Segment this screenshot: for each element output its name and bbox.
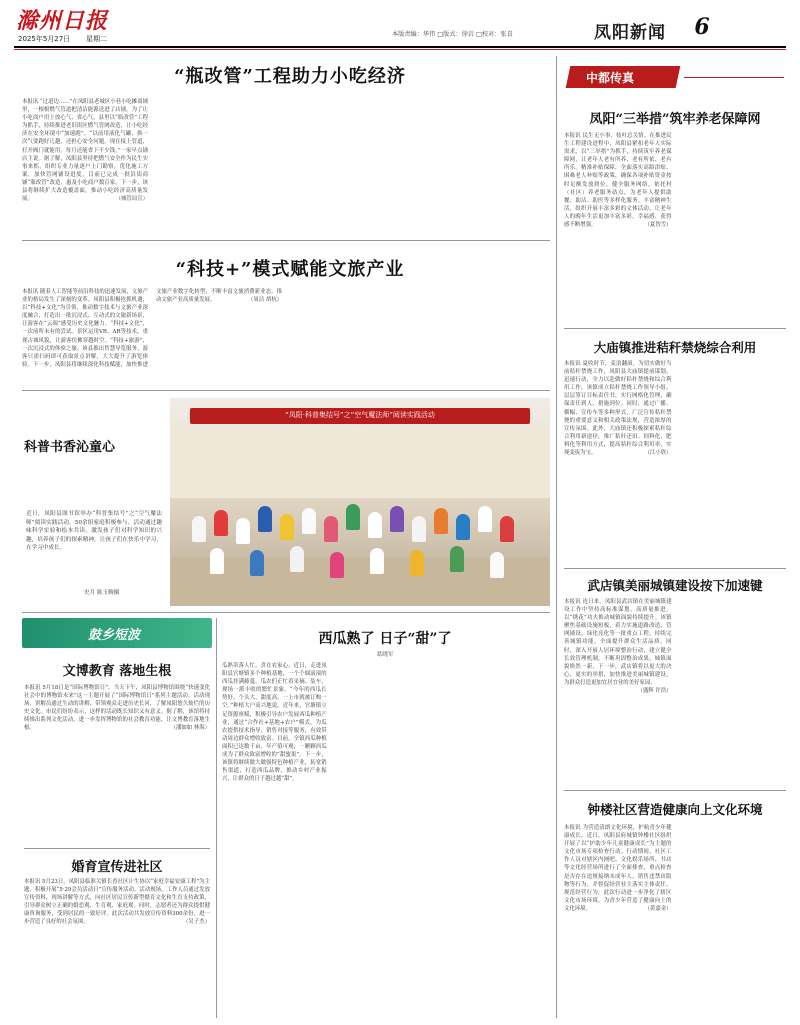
article-credit-sci: （周洁 胡杭） bbox=[247, 297, 282, 304]
zhongdu-label: 中都传真 bbox=[586, 71, 635, 85]
child-figure bbox=[410, 550, 424, 576]
article-text-care: 本报讯 民生无小事，枝叶总关情。在推进民生工程建设进程中，凤阳县紧扣老年人实际需求，以“三举措”为抓手，持续筑牢养老保障网，让老年人老有所养、老有所依、老有所乐。精准补贴保障，全面落实高龄津贴、困难老人补贴等政策，确保各项补贴资金按时足额发放到位。健全服务网络，依托村（社区）养老服务站点，为老年人提供助餐、助洁、助医等多样化服务。丰富精神生活，组织开展丰富多彩的文体活动，让老年人的晚年生活更加丰富多彩，幸福感、获得感不断增强。 bbox=[564, 133, 672, 229]
child-figure bbox=[390, 506, 404, 532]
article-title-civility: 文博教育 落地生根 bbox=[62, 664, 172, 679]
masthead-rule bbox=[14, 46, 786, 48]
article-credit-civility: （潘如如 林海） bbox=[170, 725, 210, 732]
article-text-straw: 本报讯 夏收时节，麦浪翻滚。为切实做好当前秸秆禁烧工作，凤阳县大庙镇提前谋划、迅速行动，全力以赴做好秸秆禁烧和综合利用工作。该镇成立秸秆禁烧工作领导小组，层层签订目标责任书，实行网格化管理，确保责任到人、措施到位。同时，通过广播、横幅、宣传车等多种形式，广泛宣传秸秆禁烧的重要意义和相关政策法规，营造浓厚的宣传氛围。此外，大庙镇还积极探索秸秆综合利用新途径，推广秸秆还田、饲料化、肥料化等利用方式，提高秸秆综合利用率，实现变废为宝。 bbox=[564, 361, 672, 457]
article-body-straw bbox=[564, 360, 786, 560]
child-figure bbox=[478, 506, 492, 532]
article-body-care bbox=[564, 132, 786, 320]
article-body-bell bbox=[564, 824, 786, 1016]
masthead-rule-thin bbox=[14, 49, 786, 50]
child-figure bbox=[450, 546, 464, 572]
article-text-melon: 瓜熟蒂落人忙，喜在农家心。近日，走进凤阳县官塘镇多个种植基地，一个个圆滚滚的西瓜挂满藤蔓，瓜农们正忙着采摘、装车，现场一派丰收的繁忙景象。“今年的西瓜长势好、个头大、甜度高，一上市就被订购一空。”种植大户高兴地说。近年来，官塘镇立足资源禀赋，积极引导农户发展西瓜种植产业，通过“合作社+基地+农户”模式，为瓜农提供技术指导、销售对接等服务，有效带动周边群众增收致富。目前，全镇西瓜种植面积已达数千亩，年产值可观，一颗颗西瓜成为了群众致富增收的“甜蜜果”。下一步，该镇将继续做大做强特色种植产业，拓宽销售渠道，打造西瓜品牌，推动乡村产业振兴，让群众的日子越过越“甜”。 bbox=[222, 663, 327, 783]
photo-caption-text: 近日，凤阳县图书馆举办“科普集结号”之“空气魔法师”阅读实践活动，50余组家庭积极参与。活动通过趣味科学实验和绘本共读，激发孩子们对科学知识的兴趣，培养孩子们的探索精神，让孩子们在快乐中学习，在学习中成长。 bbox=[26, 511, 162, 552]
divider bbox=[564, 328, 786, 329]
child-figure bbox=[236, 518, 250, 544]
article-text-wudian: 本报讯 连日来，凤阳县武店镇在美丽城镇建设工作中坚持高标准谋划、高质量推进，以“绣花”功夫推动城镇面貌持续提升。该镇聚焦基础设施短板，着力实施道路改造、管网铺设、绿化亮化等一批重点工程，持续完善城镇功能，全面提升群众生活品质。同时，深入开展人居环境整治行动，建立健全长效管理机制，不断巩固整治成果，城镇面貌焕然一新。下一步，武店镇将以更大的决心、更实的举措，加快推进美丽城镇建设，为群众打造更加宜居宜业的美好家园。 bbox=[564, 599, 672, 686]
issue-weekday: 星期二 bbox=[86, 35, 107, 43]
zhongdu-header bbox=[568, 64, 786, 90]
column-divider bbox=[216, 618, 217, 1018]
issue-date: 2025年5月27日 bbox=[18, 35, 71, 43]
article-text-bell: 本报讯 为营造清朗文化环境，护航青少年健康成长，近日，凤阳县府城镇钟楼社区组织开展了以“护助少年儿童健康成长”为主题的文化市场专项检查行动。行动期间，社区工作人员对辖区内网吧、文化娱乐场所、书店等文化经营场所进行了全面排查，重点检查是否存在违规接纳未成年人、销售违禁出版物等行为，并督促经营业主落实主体责任，规范经营行为。此次行动进一步净化了辖区文化市场环境，为青少年营造了健康向上的文化环境。 bbox=[564, 825, 672, 912]
article-title-marriage: 婚育宣传进社区 bbox=[71, 860, 163, 875]
article-body-civility bbox=[24, 684, 210, 834]
article-body-melon bbox=[222, 662, 550, 1016]
child-figure bbox=[490, 552, 504, 578]
article-author-melon: 葛晓军 bbox=[376, 652, 394, 658]
article-text-bottle: 本报讯 “过道边……”在凤阳县老城区小巷小吃摊商铺里，一根根燃气管道把清洁能源送进了店铺。为了让小吃商户用上放心气、省心气，县里以“瓶改管”工程为抓手，持续推进老旧街区燃气管网改造，让小吃经济在安全环境中“加速跑”。“以前用液化气罐，换一次气要跑好几趟，还担心安全问题。现在接上管道，打开阀门就能用，每月还能省下不少钱。”一家早点铺店主说。据了解，凤阳县坚持把燃气安全作为民生实事来抓，组织专业力量逐户上门勘察，优化施工方案，加快管网铺设进度，目前已完成一批沿街商铺“瓶改管”改造，惠及小吃商户数百家。下一步，该县将继续扩大改造覆盖面，推动小吃经济高质量发展。 bbox=[22, 99, 148, 203]
article-title-wudian: 武店镇美丽城镇建设按下加速键 bbox=[587, 578, 763, 593]
editors-line: 本版责编：华伟 □版式：徐岩 □校对：张喜 bbox=[392, 31, 513, 38]
article-title-bell: 钟楼社区营造健康向上文化环境 bbox=[587, 802, 763, 817]
masthead bbox=[0, 0, 800, 50]
child-figure bbox=[280, 514, 294, 540]
divider bbox=[22, 240, 550, 241]
child-figure bbox=[192, 516, 206, 542]
child-figure bbox=[324, 516, 338, 542]
child-figure bbox=[412, 516, 426, 542]
divider bbox=[22, 612, 550, 613]
photo-wall bbox=[170, 428, 550, 498]
photo-feature-caption bbox=[26, 510, 162, 600]
article-credit-care: （夏智雪） bbox=[644, 222, 672, 229]
photo-author: 史月 陈玉婉摄 bbox=[84, 590, 120, 596]
child-figure bbox=[290, 546, 304, 572]
news-brief-header bbox=[22, 618, 212, 648]
child-figure bbox=[330, 552, 344, 578]
page-number: 6 bbox=[694, 14, 710, 40]
child-figure bbox=[346, 504, 360, 530]
article-credit-straw: （江小欣） bbox=[644, 450, 672, 457]
reading-activity-photo bbox=[170, 398, 550, 606]
article-credit-bottle: （城管局宣） bbox=[115, 196, 148, 203]
paper-name: 滁州日报 bbox=[16, 8, 109, 34]
article-title-straw: 大庙镇推进秸秆禁烧综合利用 bbox=[593, 340, 757, 355]
divider bbox=[564, 790, 786, 791]
child-figure bbox=[368, 512, 382, 538]
article-text-civility: 本报讯 5月18日是“国际博物馆日”，当天下午，凤阳县博物馆围绕“快速变化社会中的博物馆未来”这一主题开展了“国际博物馆日”系列主题活动。活动现场，讲解员通过生动的讲解，带领观众走进历史长河，了解凤阳悠久灿烂的历史文化。市民们纷纷表示，这样的活动既长知识又有意义。据了解，该馆将持续推出系列文化活动，进一步发挥博物馆的社会教育功能，让文博教育落地生根。 bbox=[24, 685, 210, 732]
article-body-sci bbox=[22, 288, 550, 384]
article-credit-marriage: （吴子杰） bbox=[183, 919, 210, 926]
article-text-sci: 本报讯 随着人工智能等前沿科技的迅速发展，文旅产业的格局发生了深刻的变革。凤阳县积极抢抓机遇，以“科技+文化”为引领，推动数字技术与文旅产业深度融合，打造出一批沉浸式、互动式的文旅新场景，让游客在“云端”感受历史文化魅力。“科技+文化”，一次前所未有的尝试。景区运用VR、AR等技术，重现古城风貌，让游客仿佛穿越时空。“科技+旅游”，一次沉浸式的体验之旅。该县推出智慧导览服务，游客只需扫码即可获取景点讲解，大大提升了游览体验。下一步，凤阳县将继续深化科技赋能，加快推进文旅产业数字化转型，不断丰富文旅消费新业态，推动文旅产业高质量发展。 bbox=[22, 289, 282, 368]
article-body-marriage bbox=[24, 878, 210, 1016]
article-body-wudian bbox=[564, 598, 786, 782]
divider bbox=[564, 568, 786, 569]
child-figure bbox=[370, 548, 384, 574]
news-brief-label: 鼓乡短波 bbox=[88, 628, 141, 643]
article-title-care: 凤阳“三举措”筑牢养老保障网 bbox=[589, 112, 761, 127]
divider bbox=[22, 390, 550, 391]
photo-feature-title: 科普书香沁童心 bbox=[24, 440, 116, 455]
article-title-melon: 西瓜熟了 日子“甜”了 bbox=[318, 631, 452, 647]
article-credit-bell: （黄嘉金） bbox=[644, 905, 672, 912]
column-divider bbox=[556, 56, 557, 1018]
article-credit-wudian: （盛辉 许浩） bbox=[637, 688, 672, 695]
article-title-bottle: “瓶改管”工程助力小吃经济 bbox=[174, 66, 406, 87]
child-figure bbox=[302, 508, 316, 534]
article-title-sci: “科技+”模式赋能文旅产业 bbox=[175, 259, 405, 280]
child-figure bbox=[500, 516, 514, 542]
photo-banner: “凤阳·科普集结号”之“空气魔法师”阅读实践活动 bbox=[190, 408, 530, 424]
article-text-marriage: 本报讯 5月23日，凤阳县临淮关镇长香社区计生协以“家庭幸福安康工程”为主题，积极开展“5·29会员活动日”宣传服务活动。活动现场，工作人员通过发放宣传资料、现场讲解等方式，向社区居民宣传新型婚育文化和生育支持政策，引导群众树立正确的婚恋观、生育观、家庭观。同时，志愿者还为群众提供健康咨询服务，受到居民的一致好评。此次活动共发放宣传资料300余份，进一步营造了良好的社会氛围。 bbox=[24, 879, 210, 926]
child-figure bbox=[210, 548, 224, 574]
child-figure bbox=[258, 506, 272, 532]
child-figure bbox=[456, 514, 470, 540]
section-name: 凤阳新闻 bbox=[594, 23, 666, 43]
zhongdu-rule bbox=[684, 77, 784, 78]
child-figure bbox=[434, 508, 448, 534]
divider bbox=[24, 848, 210, 849]
article-body-bottle bbox=[22, 98, 550, 234]
child-figure bbox=[214, 510, 228, 536]
child-figure bbox=[250, 550, 264, 576]
